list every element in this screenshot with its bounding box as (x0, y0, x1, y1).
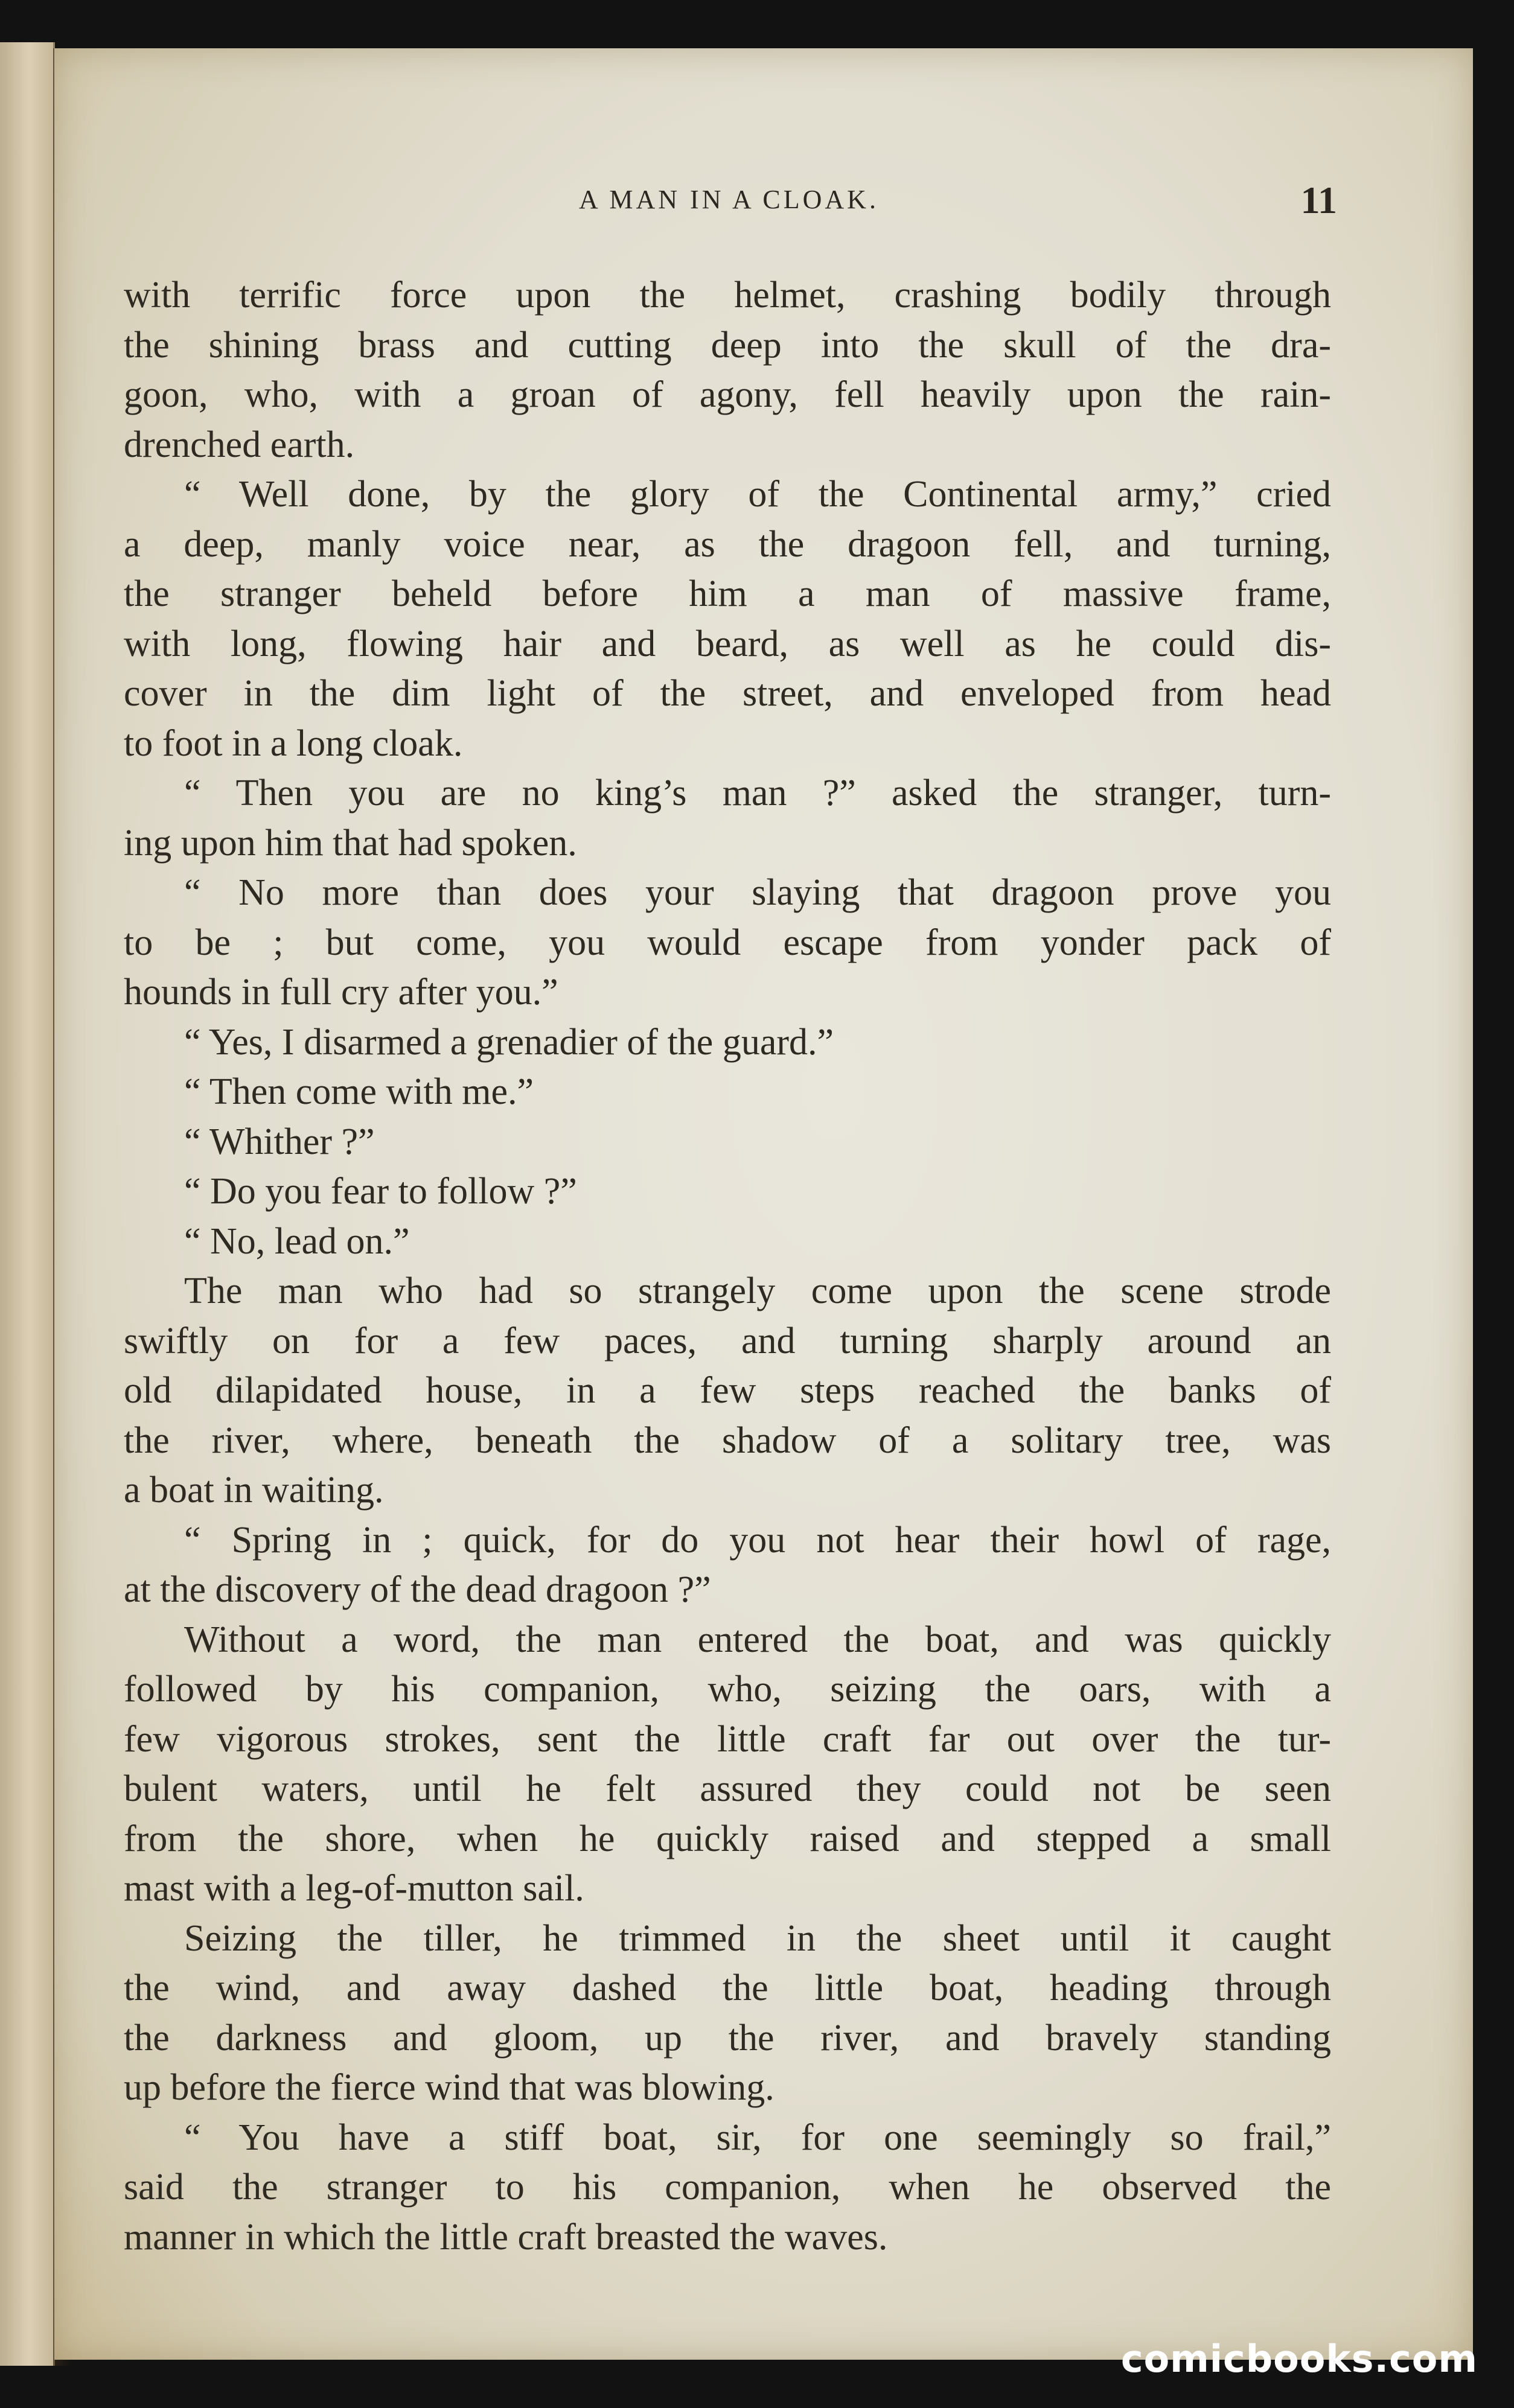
text-line: goon, who, with a groan of agony, fell heavily upon the rain- (124, 374, 1331, 415)
text-line: with terrific force upon the helmet, crashing bodily through (124, 275, 1331, 316)
text-line: cover in the dim light of the street, and enveloped from head (124, 673, 1331, 714)
text-line: “ Do you fear to follow ?” (184, 1171, 577, 1212)
text-line: to foot in a long cloak. (124, 722, 463, 764)
text-line: “ No, lead on.” (184, 1220, 410, 1262)
body-text (124, 270, 1331, 2262)
text-line: “ Yes, I disarmed a grenadier of the guard.” (184, 1021, 834, 1063)
text-line: Without a word, the man entered the boat, and was quickly (184, 1619, 1331, 1660)
watermark: comicbooks.com (1120, 2337, 1478, 2381)
text-line: mast with a leg-of-mutton sail. (124, 1868, 584, 1909)
text-line: up before the fierce wind that was blowing. (124, 2067, 775, 2108)
text-line: with long, flowing hair and beard, as well as he could dis- (124, 623, 1331, 664)
text-line: “ No more than does your slaying that dragoon prove you (184, 872, 1331, 913)
text-line: the darkness and gloom, up the river, and bravely standing (124, 2017, 1331, 2059)
text-line: said the stranger to his companion, when he observed the (124, 2167, 1331, 2208)
text-line: The man who had so strangely come upon the scene strode (184, 1270, 1331, 1311)
text-line: “ Then you are no king’s man ?” asked the stranger, turn- (184, 772, 1331, 814)
text-line: “ You have a stiff boat, sir, for one seemingly so frail,” (184, 2117, 1331, 2158)
text-line: bulent waters, until he felt assured they could not be seen (124, 1768, 1331, 1809)
text-line: “ Spring in ; quick, for do you not hear their howl of rage, (184, 1519, 1331, 1561)
text-line: “ Then come with me.” (184, 1071, 534, 1112)
text-line: to be ; but come, you would escape from yonder pack of (124, 922, 1331, 963)
running-head: A MAN IN A CLOAK. (579, 185, 879, 214)
text-line: “ Whither ?” (184, 1121, 375, 1162)
text-line: a boat in waiting. (124, 1470, 384, 1511)
text-line: old dilapidated house, in a few steps reached the banks of (124, 1370, 1331, 1411)
text-line: the stranger beheld before him a man of massive frame, (124, 573, 1331, 614)
text-line: followed by his companion, who, seizing the oars, with a (124, 1669, 1331, 1710)
text-line: the river, where, beneath the shadow of a solitary tree, was (124, 1419, 1331, 1461)
text-line: manner in which the little craft breasted the waves. (124, 2216, 888, 2258)
text-line: drenched earth. (124, 424, 355, 465)
text-line: the wind, and away dashed the little boat, heading through (124, 1967, 1331, 2008)
text-line: from the shore, when he quickly raised and stepped a small (124, 1818, 1331, 1859)
page-header (121, 179, 1337, 238)
left-page-edge (0, 42, 55, 2366)
text-line: the shining brass and cutting deep into the skull of the dra- (124, 324, 1331, 366)
text-line: Seizing the tiller, he trimmed in the sheet until it caught (184, 1917, 1331, 1959)
text-line: “ Well done, by the glory of the Continental army,” cried (184, 474, 1331, 515)
text-line: ing upon him that had spoken. (124, 822, 577, 864)
text-line: few vigorous strokes, sent the little craft far out over the tur- (124, 1718, 1331, 1760)
text-line: at the discovery of the dead dragoon ?” (124, 1569, 711, 1610)
page-number: 11 (1300, 179, 1337, 221)
text-line: swiftly on for a few paces, and turning sharply around an (124, 1320, 1331, 1362)
text-line: hounds in full cry after you.” (124, 972, 558, 1013)
text-line: a deep, manly voice near, as the dragoon fell, and turning, (124, 523, 1331, 565)
